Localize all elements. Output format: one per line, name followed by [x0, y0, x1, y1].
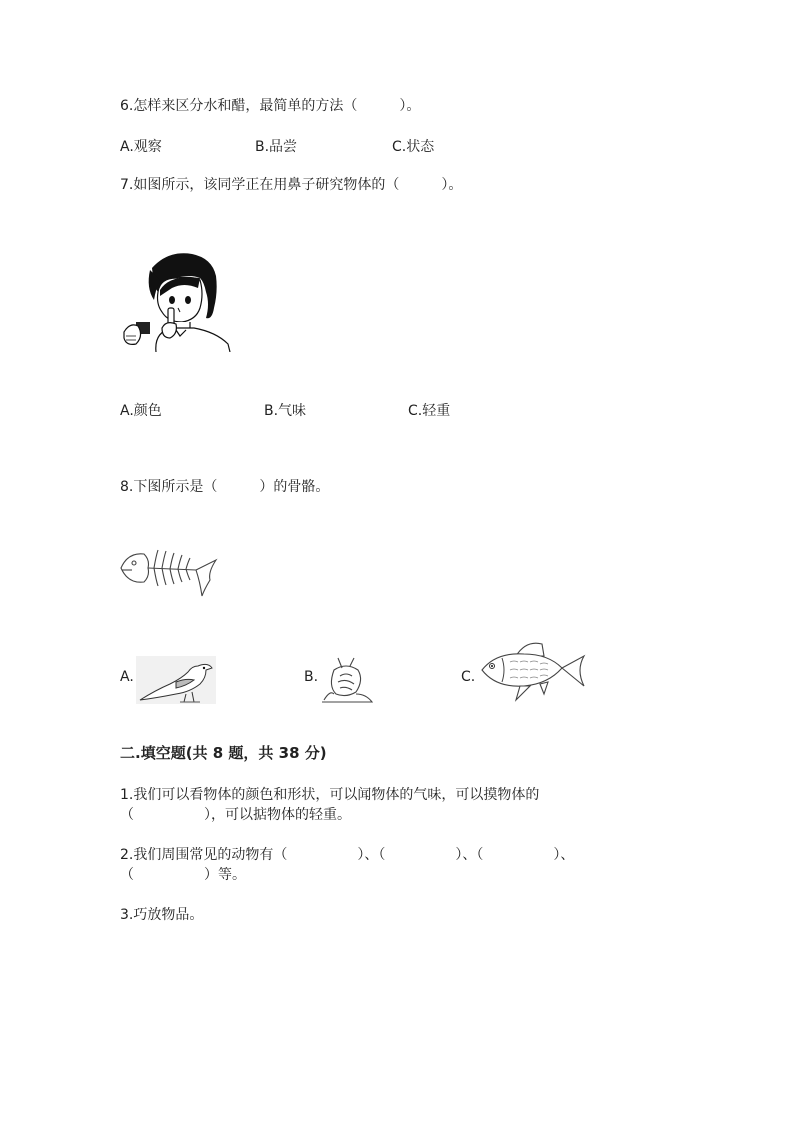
fill-blank-2-line-1[interactable]: 2.我们周围常见的动物有（ ）、（ ）、（ ）、 [120, 847, 575, 863]
fill-blank-2-line-2[interactable]: （ ）等。 [120, 867, 246, 883]
fill-blank-1-line-2[interactable]: （ ），可以掂物体的轻重。 [120, 807, 351, 823]
question-6-option-c[interactable]: C.状态 [392, 139, 435, 155]
question-6-option-a[interactable]: A.观察 [120, 139, 162, 155]
snail-icon[interactable] [320, 654, 376, 704]
fish-icon[interactable] [478, 640, 586, 704]
bird-icon[interactable] [136, 656, 216, 704]
question-7-option-c[interactable]: C.轻重 [408, 403, 451, 419]
question-8-option-c[interactable]: C. [461, 669, 476, 685]
section-2-heading: 二.填空题(共 8 题，共 38 分) [120, 744, 327, 762]
fish-skeleton-icon [118, 546, 220, 600]
fill-blank-3-line-1: 3.巧放物品。 [120, 907, 204, 923]
question-7-option-b[interactable]: B.气味 [264, 403, 307, 419]
question-7-stem: 7.如图所示，该同学正在用鼻子研究物体的（ ）。 [120, 177, 463, 193]
question-8-option-a[interactable]: A. [120, 669, 134, 685]
question-8-option-b[interactable]: B. [304, 669, 319, 685]
question-6-stem: 6.怎样来区分水和醋，最简单的方法（ ）。 [120, 98, 421, 114]
question-6-option-b[interactable]: B.品尝 [255, 139, 298, 155]
question-7-option-a[interactable]: A.颜色 [120, 403, 162, 419]
question-8-stem: 8.下图所示是（ ）的骨骼。 [120, 479, 330, 495]
girl-smelling-icon [120, 248, 232, 352]
fill-blank-1-line-1: 1.我们可以看物体的颜色和形状，可以闻物体的气味，可以摸物体的 [120, 787, 540, 803]
